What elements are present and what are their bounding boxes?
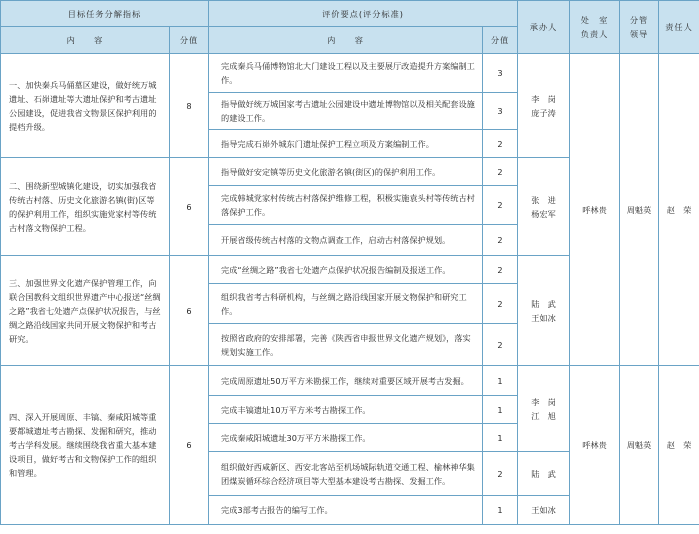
point-2-2-score: 2 xyxy=(483,186,518,225)
task-2-content: 二、围绕新型城镇化建设，切实加强我省传统古村落、历史文化旅游名镇(街)区等的保护利用工作，组织实施党家村等传统古村落文物保护工程。 xyxy=(1,158,170,256)
point-3-3: 按照省政府的安排部署，完善《陕西省申报世界文化遗产规划》，落实规划实施工作。 xyxy=(209,324,483,366)
point-1-1: 完成秦兵马俑博物馆北大门建设工程以及主要展厅改造提升方案编制工作。 xyxy=(209,54,483,93)
table-row xyxy=(1,54,699,93)
header-responsible: 责任人 xyxy=(659,1,699,54)
handler-name: 陆 武 xyxy=(531,468,556,479)
point-3-3-score: 2 xyxy=(483,324,518,366)
task-4-handler-c xyxy=(518,496,570,525)
handler-name: 庞子涛 xyxy=(531,107,556,118)
task-1-score: 8 xyxy=(170,54,209,158)
header-row-1 xyxy=(1,1,699,27)
bottom-office-head: 呼林贵 xyxy=(570,366,620,525)
point-4-4-score: 2 xyxy=(483,452,518,496)
handler-name: 王如冰 xyxy=(531,312,556,323)
point-3-2: 组织我省考古科研机构，与丝绸之路沿线国家开展文物保护和研究工作。 xyxy=(209,284,483,324)
header-handler: 承办人 xyxy=(518,1,570,54)
point-3-1: 完成“丝绸之路”我省七处遗产点保护状况报告编制及报送工作。 xyxy=(209,256,483,284)
header-task-score: 分值 xyxy=(170,27,209,54)
header-task-content: 内 容 xyxy=(1,27,170,54)
point-2-1: 指导做好安定镇等历史文化旅游名镇(街区)的保护利用工作。 xyxy=(209,158,483,186)
task-1-content: 一、加快秦兵马俑墓区建设，做好统万城遗址、石峁遗址等大遗址保护和考古遗址公园建设，促进我省文物景区保护利用的提档升级。 xyxy=(1,54,170,158)
task-1-handler xyxy=(518,54,570,158)
handler-name: 陆 武 xyxy=(531,298,556,309)
task-4-handler-a xyxy=(518,366,570,452)
task-3-handler xyxy=(518,256,570,366)
task-4-score: 6 xyxy=(170,366,209,525)
task-4-content: 四、深入开展周原、丰镐、秦咸阳城等重要都城遗址考古勘探、发掘和研究，推动考古学科发展。继续围绕我省重大基本建设项目，做好考古和文物保护工作的组织和管理。 xyxy=(1,366,170,525)
top-responsible: 赵 荣 xyxy=(659,54,699,366)
task-2-score: 6 xyxy=(170,158,209,256)
header-task-group: 目标任务分解指标 xyxy=(1,1,209,27)
header-office-head: 处 室 负责人 xyxy=(570,1,620,54)
task-2-handler xyxy=(518,158,570,256)
handler-name: 杨宏军 xyxy=(531,208,556,219)
point-4-1: 完成周原遗址50万平方米勘探工作，继续对重要区域开展考古发掘。 xyxy=(209,366,483,396)
point-4-3: 完成秦咸阳城遗址30万平方米勘探工作。 xyxy=(209,424,483,452)
bottom-responsible: 赵 荣 xyxy=(659,366,699,525)
point-1-3: 指导完成石峁外城东门遗址保护工程立项及方案编制工作。 xyxy=(209,130,483,158)
point-3-1-score: 2 xyxy=(483,256,518,284)
point-4-2: 完成丰镐遗址10万平方米考古勘探工作。 xyxy=(209,396,483,424)
point-1-2-score: 3 xyxy=(483,93,518,130)
point-1-1-score: 3 xyxy=(483,54,518,93)
point-4-3-score: 1 xyxy=(483,424,518,452)
bottom-leader: 周魁英 xyxy=(620,366,659,525)
point-1-3-score: 2 xyxy=(483,130,518,158)
top-leader: 周魁英 xyxy=(620,54,659,366)
task-4-handler-b xyxy=(518,452,570,496)
handler-name: 李 岗 xyxy=(531,396,556,407)
point-2-3-score: 2 xyxy=(483,225,518,256)
handler-name: 江 旭 xyxy=(531,410,556,421)
point-1-2: 指导做好统万城国家考古遗址公园建设中遗址博物馆以及相关配套设施的建设工作。 xyxy=(209,93,483,130)
point-4-1-score: 1 xyxy=(483,366,518,396)
table-row xyxy=(1,366,699,396)
header-eval-group: 评价要点(评分标准) xyxy=(209,1,518,27)
point-2-2: 完成韩城党家村传统古村落保护维修工程，积极实施袁头村等传统古村落保护工作。 xyxy=(209,186,483,225)
point-3-2-score: 2 xyxy=(483,284,518,324)
task-3-content: 三、加强世界文化遗产保护管理工作，向联合国教科文组织世界遗产中心报送“丝绸之路”我省七处遗产点保护状况报告，与丝绸之路沿线国家共同开展文物保护和考古研究。 xyxy=(1,256,170,366)
handler-name: 张 进 xyxy=(531,194,556,205)
header-eval-score: 分值 xyxy=(483,27,518,54)
header-leader: 分管 领导 xyxy=(620,1,659,54)
header-eval-content: 内 容 xyxy=(209,27,483,54)
point-4-5-score: 1 xyxy=(483,496,518,525)
task-3-score: 6 xyxy=(170,256,209,366)
point-2-3: 开展省级传统古村落的文物点调查工作，启动古村落保护规划。 xyxy=(209,225,483,256)
handler-name: 王如冰 xyxy=(531,505,556,515)
point-4-5: 完成3部考古报告的编写工作。 xyxy=(209,496,483,525)
point-2-1-score: 2 xyxy=(483,158,518,186)
handler-name: 李 岗 xyxy=(531,93,556,104)
point-4-4: 组织做好西咸新区、西安北客站至机场城际轨道交通工程、榆林神华集团煤炭循环综合经济项目等大型基本建设考古勘探、发掘工作。 xyxy=(209,452,483,496)
point-4-2-score: 1 xyxy=(483,396,518,424)
top-office-head: 呼林贵 xyxy=(570,54,620,366)
